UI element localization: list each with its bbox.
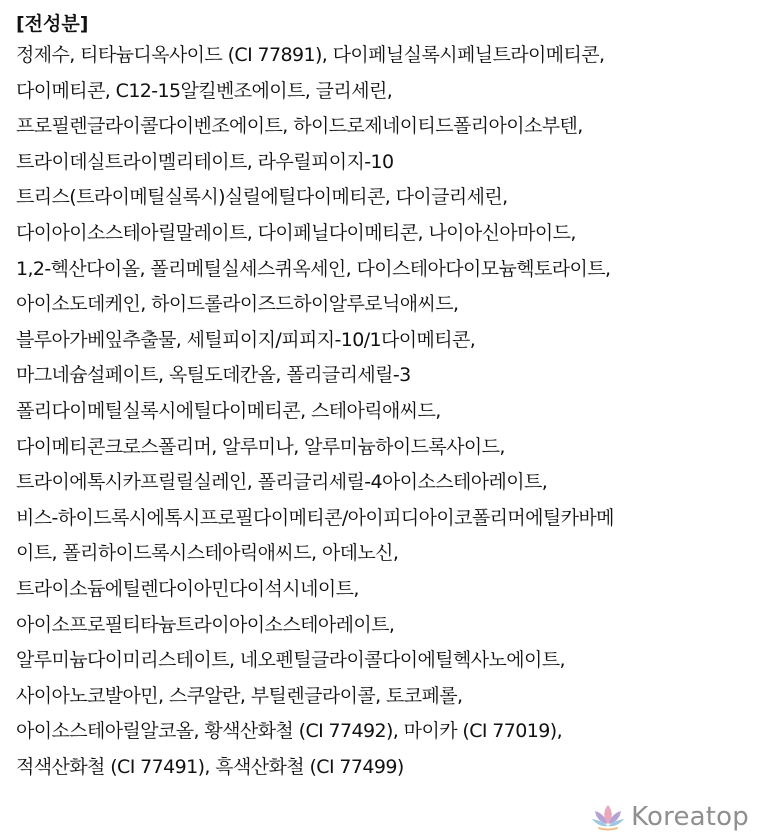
- ingredient-line: 아이소스테아릴알코올, 황색산화철 (CI 77492), 마이카 (CI 77019),: [16, 720, 563, 743]
- ingredient-line: 알루미늄다이미리스테이트, 네오펜틸글라이콜다이에틸헥사노에이트,: [16, 649, 565, 672]
- ingredient-line: 프로필렌글라이콜다이벤조에이트, 하이드로제네이티드폴리아이소부텐,: [16, 115, 583, 138]
- ingredient-line: 다이메티콘, C12-15알킬벤조에이트, 글리세린,: [16, 79, 393, 102]
- koreatop-watermark: [591, 802, 749, 832]
- lotus-icon: [591, 802, 625, 832]
- ingredient-line: 트라이에톡시카프릴릴실레인, 폴리글리세릴-4아이소스테아레이트,: [16, 471, 548, 494]
- ingredient-line: 아이소도데케인, 하이드롤라이즈드하이알루로닉애씨드,: [16, 293, 459, 316]
- ingredients-document: [16, 10, 751, 785]
- ingredient-line: 트라이데실트라이멜리테이트, 라우릴피이지-10: [16, 150, 394, 173]
- ingredient-line: 다이메티콘크로스폴리머, 알루미나, 알루미늄하이드록사이드,: [16, 435, 505, 458]
- ingredient-line: 트리스(트라이메틸실록시)실릴에틸다이메티콘, 다이글리세린,: [16, 186, 508, 209]
- ingredient-line: 블루아가베잎추출물, 세틸피이지/피피지-10/1다이메티콘,: [16, 328, 476, 351]
- ingredient-line: 폴리다이메틸실록시에틸다이메티콘, 스테아릭애씨드,: [16, 399, 441, 422]
- ingredient-line: 사이아노코발아민, 스쿠알란, 부틸렌글라이콜, 토코페롤,: [16, 684, 463, 707]
- ingredient-line: 마그네슘설페이트, 옥틸도데칸올, 폴리글리세릴-3: [16, 364, 411, 387]
- ingredient-line: 아이소프로필티타늄트라이아이소스테아레이트,: [16, 613, 395, 636]
- ingredient-line: 다이아이소스테아릴말레이트, 다이페닐다이메티콘, 나이아신아마이드,: [16, 221, 576, 244]
- ingredient-line: 비스-하이드록시에톡시프로필다이메티콘/아이피디아이코폴리머에틸카바메: [16, 506, 614, 529]
- ingredient-line: 정제수, 티타늄디옥사이드 (CI 77891), 다이페닐실록시페닐트라이메티콘,: [16, 44, 605, 66]
- ingredient-line: 이트, 폴리하이드록시스테아릭애씨드, 아데노신,: [16, 542, 399, 565]
- ingredients-heading: [전성분]: [16, 13, 89, 35]
- ingredient-line: 적색산화철 (CI 77491), 흑색산화철 (CI 77499): [16, 755, 404, 778]
- ingredient-line: 트라이소듐에틸렌다이아민다이석시네이트,: [16, 577, 359, 600]
- ingredient-line: 1,2-헥산다이올, 폴리메틸실세스퀴옥세인, 다이스테아다이모늄헥토라이트,: [16, 257, 611, 280]
- watermark-text: Koreatop: [631, 802, 749, 832]
